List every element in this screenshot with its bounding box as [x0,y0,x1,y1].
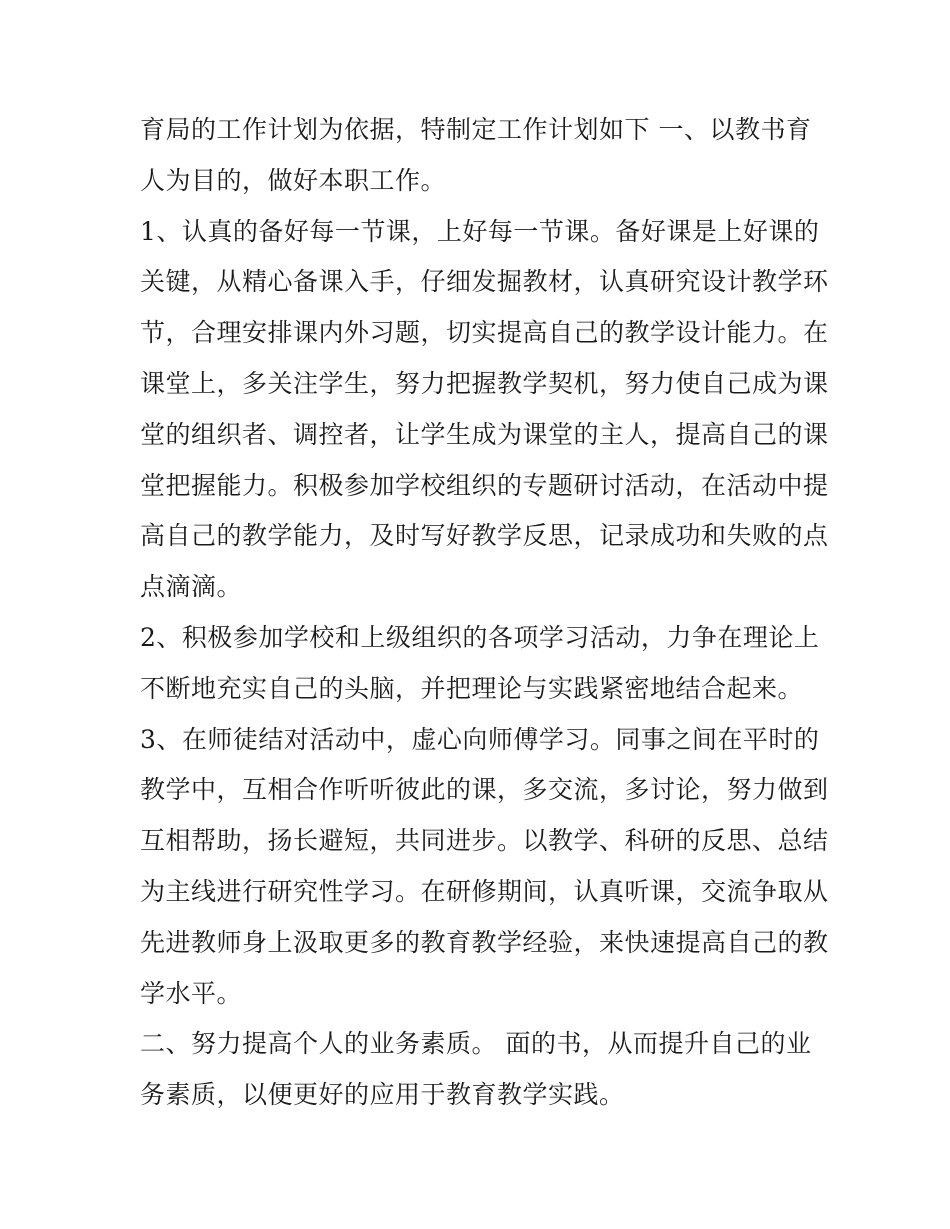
text-line: 育局的工作计划为依据，特制定工作计划如下 一、以教书育 [140,115,812,144]
text-line: 课堂上，多关注学生，努力把握教学契机，努力使自己成为课 [140,368,829,398]
text-line: 1、认真的备好每一节课，上好每一节课。备好课是上好课的 [140,216,820,246]
text-line: 二、努力提高个人的业务素质。 面的书，从而提升自己的业 [140,1029,812,1059]
text-line: 关键，从精心备课入手，仔细发掘教材，认真研究设计教学环 [140,267,829,297]
text-line: 为主线进行研究性学习。在研修期间，认真听课，交流争取从 [140,876,829,906]
text-line: 互相帮助，扬长避短，共同进步。以教学、科研的反思、总结 [140,826,829,856]
text-line: 3、在师徒结对活动中，虚心向师傅学习。同事之间在平时的 [140,724,820,754]
text-line: 务素质，以便更好的应用于教育教学实践。 [140,1080,625,1110]
text-line: 先进教师身上汲取更多的教育教学经验，来快速提高自己的教 [140,927,829,957]
text-line: 堂的组织者、调控者，让学生成为课堂的主人，提高自己的课 [140,419,829,449]
text-line: 2、积极参加学校和上级组织的各项学习活动，力争在理论上 [140,622,820,652]
text-line: 不断地充实自己的头脑，并把理论与实践紧密地结合起来。 [140,673,804,703]
document-body [140,105,829,1121]
text-line: 堂把握能力。积极参加学校组织的专题研讨活动，在活动中提 [140,470,829,500]
text-line: 学水平。 [140,978,243,1008]
text-line: 点滴滴。 [140,572,243,602]
text-line: 教学中，互相合作听听彼此的课，多交流，多讨论，努力做到 [140,775,829,805]
text-line: 节，合理安排课内外习题，切实提高自己的教学设计能力。在 [140,318,829,348]
text-line: 人为目的，做好本职工作。 [140,165,447,195]
text-line: 高自己的教学能力，及时写好教学反思，记录成功和失败的点 [140,521,829,551]
